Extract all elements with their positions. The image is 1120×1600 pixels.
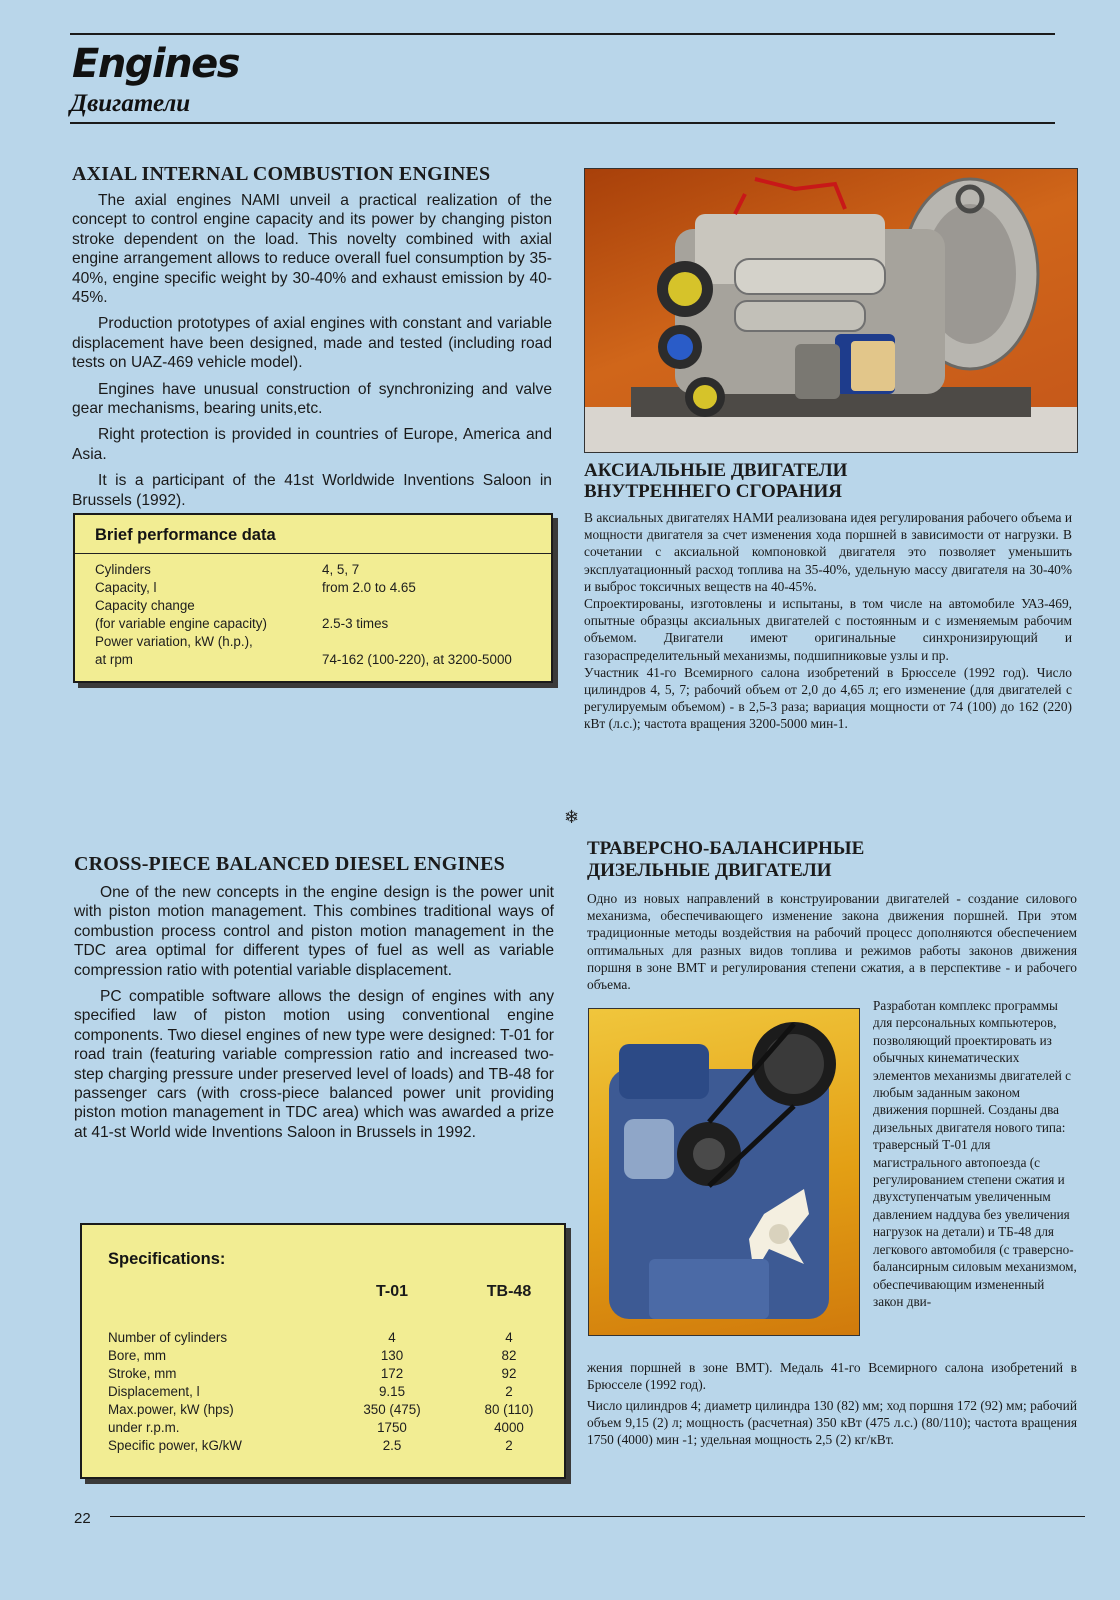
spec-row-value-t01: 350 (475) [363, 1402, 421, 1417]
axial-paragraph: The axial engines NAMI unveil a practical realization of the concept to control engine capacity and its power by changing piston stroke dependent on the load. This novelty combined with axial engine arrangement allows to reduce overall fuel consumption by 35-40%, engine specific weight by 30-40% and exhaust emission by 40-45%. [72, 192, 552, 307]
spec-row-label: Max.power, kW (hps) [108, 1402, 234, 1417]
brief-row-label: at rpm [95, 652, 133, 667]
crosspiece-wrap-ru: Разработан комплекс программы для персональных компьютеров, позволяющий проектировать из обычных кинематических элементов механизмы двигателей с любым заданным законом движения поршней. Созданы два дизельных двигателя нового типа: траверсный Т-01 для магистрального автопоезда (с регулированием степени сжатия и двухступенчатым увеличенным давлением наддува без увеличения нагрузок на детали) и ТБ-48 для легкового автомобиля (с траверсно-балансирным силовым механизмом, обеспечивающим измененный закон дви- [873, 998, 1077, 1309]
crosspiece-text-en [74, 883, 554, 1149]
axial-engine-photo [584, 168, 1078, 453]
brief-row-label: Capacity, l [95, 580, 157, 595]
spec-row-value-tb48: 2 [505, 1384, 513, 1399]
spec-col-header-tb48: TB-48 [486, 1283, 532, 1300]
spec-row-label: Stroke, mm [108, 1366, 177, 1381]
crosspiece-heading-en: CROSS-PIECE BALANCED DIESEL ENGINES [74, 853, 506, 875]
crosspiece-heading-ru-2: ДИЗЕЛЬНЫЕ ДВИГАТЕЛИ [587, 860, 832, 881]
axial-engine-illustration [585, 169, 1077, 452]
spec-row-label: Specific power, kG/kW [108, 1438, 242, 1453]
spec-row-value-t01: 172 [380, 1366, 404, 1381]
axial-heading-en: AXIAL INTERNAL COMBUSTION ENGINES [72, 163, 491, 185]
spec-row-value-tb48: 92 [501, 1366, 517, 1381]
header-rule [70, 122, 1055, 124]
axial-paragraph-ru: Спроектированы, изготовлены и испытаны, в том числе на автомобиле УАЗ-469, опытные образцы аксиальных двигателей с постоянным и с изменяемым рабочим объемом. Двигатели имеют оригинальные синхронизирующий и газораспределительный механизмы, подшипниковые узлы и пр. [584, 596, 1072, 663]
crosspiece-specs-ru: Число цилиндров 4; диаметр цилиндра 130 (82) мм; ход поршня 172 (92) мм; рабочий объем 9,15 (2) л; мощность (расчетная) 350 кВт (475 л.с.) (80/110); частота вращения 1750 (4000) мин -1; удельная мощность 2,5 (2) кг/кВт. [587, 1398, 1077, 1448]
brief-row-value: 74-162 (100-220), at 3200-5000 [322, 652, 512, 667]
brief-performance-title: Brief performance data [95, 526, 276, 544]
brief-row-label: Capacity change [95, 598, 195, 613]
diesel-engine-illustration [589, 1009, 859, 1335]
spec-row-label: Bore, mm [108, 1348, 167, 1363]
spec-row-label: Number of cylinders [108, 1330, 228, 1345]
specifications-box [80, 1223, 566, 1479]
spec-row-value-tb48: 80 (110) [484, 1402, 534, 1417]
spec-row-value-t01: 2.5 [382, 1438, 402, 1453]
crosspiece-heading-ru-1: ТРАВЕРСНО-БАЛАНСИРНЫЕ [587, 838, 865, 859]
axial-heading-ru-1: АКСИАЛЬНЫЕ ДВИГАТЕЛИ [584, 460, 848, 481]
crosspiece-tail-ru: жения поршней в зоне ВМТ). Медаль 41-го Всемирного салона изобретений в Брюсселе (1992 год). [587, 1360, 1077, 1393]
spec-row-value-tb48: 4000 [494, 1420, 524, 1435]
spec-row-value-tb48: 4 [505, 1330, 513, 1345]
brief-title-rule [75, 553, 551, 554]
page-number: 22 [74, 1510, 91, 1527]
brief-row-label: (for variable engine capacity) [95, 616, 267, 631]
brief-row-value: from 2.0 to 4.65 [322, 580, 416, 595]
axial-paragraph: It is a participant of the 41st Worldwide Inventions Saloon in Brussels (1992). [72, 472, 552, 509]
brief-row-value: 2.5-3 times [322, 616, 389, 631]
axial-paragraph: Production prototypes of axial engines with constant and variable displacement have been designed, made and tested (including road tests on UAZ-469 vehicle model). [72, 315, 552, 372]
axial-paragraph: Right protection is provided in countries of Europe, America and Asia. [72, 426, 552, 463]
axial-paragraph-ru: В аксиальных двигателях НАМИ реализована идея регулирования рабочего объема и мощности двигателя за счет изменения хода поршней в зависимости от нагрузки. В сочетании с аксиальной компоновкой двигателя это позволяет уменьшить эксплуатационный расход топлива на 35-40%, удельную массу двигателя на 30-40% и выброс токсичных веществ на 40-45%. [584, 510, 1072, 594]
crosspiece-intro-ru: Одно из новых направлений в конструировании двигателей - создание силового механизма, обеспечивающего изменение закона движения поршней. При этом традиционные методы воздействия на рабочий процесс дополняются обеспечением оптимальных для разных видов топлива и режимов работы законов движения поршня в зоне ВМТ и регулирования степени сжатия, а в перспективе - и рабочего объема. [587, 891, 1077, 993]
page-title: Engines [72, 41, 240, 87]
brief-row-label: Cylinders [95, 562, 151, 577]
spec-row-value-tb48: 82 [501, 1348, 517, 1363]
axial-paragraph-ru: Участник 41-го Всемирного салона изобретений в Брюсселе (1992 год). Число цилиндров 4, 5, 7; рабочий объем от 2,0 до 4,65 л; его изменение (для двигателей с регулируемым объемом) - в 2,5-3 раза; вариация мощности от 74 (100) до 162 (220) кВт (л.с.); частота вращения 3200-5000 мин-1. [584, 664, 1072, 732]
brief-row-value: 4, 5, 7 [322, 562, 360, 577]
spec-row-label: under r.p.m. [108, 1420, 180, 1435]
axial-text-en [72, 191, 552, 517]
spec-row-value-tb48: 2 [505, 1438, 513, 1453]
top-rule [70, 33, 1055, 35]
spec-row-value-t01: 130 [380, 1348, 404, 1363]
spec-row-value-t01: 1750 [377, 1420, 407, 1435]
crosspiece-paragraph: PC compatible software allows the design of engines with any specified law of piston motion using conventional engine components. Two diesel engines of new type were designed: T-01 for road train (featuring variable compression ratio and increased two-step charging pressure under preserved level of loads) and TB-48 for passenger cars (with cross-piece balanced power unit providing piston motion management in TDC area) which was awarded a prize at 41-st World wide Inventions Saloon in Brussels in 1992. [74, 988, 554, 1141]
footer-rule [110, 1516, 1085, 1517]
brief-row-label: Power variation, kW (h.p.), [95, 634, 253, 649]
diesel-engine-photo [588, 1008, 860, 1336]
axial-paragraph: Engines have unusual construction of synchronizing and valve gear mechanisms, bearing units,etc. [72, 380, 552, 418]
crosspiece-paragraph: One of the new concepts in the engine design is the power unit with piston motion management. This combines traditional ways of combustion process control and piston motion management in the TDC area optimal for different types of fuel as well as variable compression ratio with potential variable displacement. [74, 884, 554, 979]
brief-performance-box [73, 513, 553, 683]
spec-row-value-t01: 4 [388, 1330, 396, 1345]
axial-text-ru [584, 509, 1072, 733]
specifications-title: Specifications: [108, 1250, 226, 1268]
page-subtitle: Двигатели [70, 90, 191, 117]
spec-col-header-t01: T-01 [375, 1283, 408, 1300]
snowflake-icon: ❄ [564, 807, 580, 827]
spec-row-value-t01: 9.15 [378, 1384, 406, 1399]
axial-heading-ru-2: ВНУТРЕННЕГО СГОРАНИЯ [584, 481, 843, 502]
spec-row-label: Displacement, l [108, 1384, 200, 1399]
